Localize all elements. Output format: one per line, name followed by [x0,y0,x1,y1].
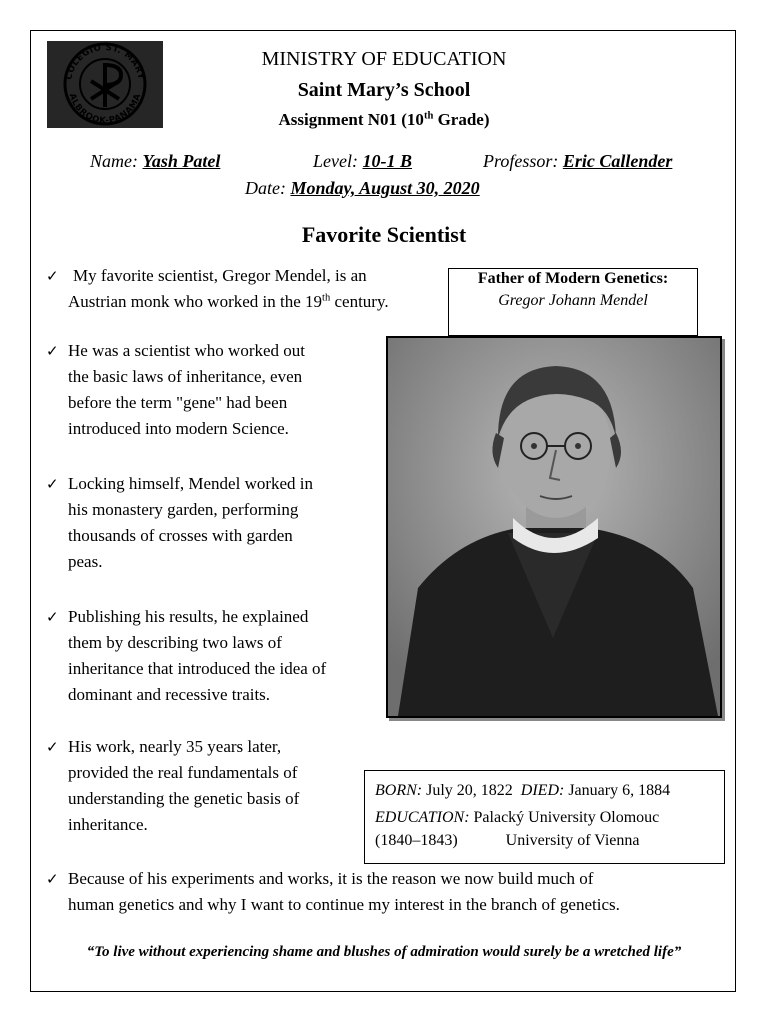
ministry-heading: MINISTRY OF EDUCATION [261,48,507,70]
level-field: Level: 10-1 B [313,151,412,171]
bio-info-box [364,770,725,864]
name-field: Name: Yash Patel [90,151,221,171]
bullet-item: ✓ Because of his experiments and works, it is the reason we now build much of human genetics and why I want to continue my interest in the branch of genetics. [46,866,726,918]
quote: “To live without experiencing shame and blushes of admiration would surely be a wretched life” [86,944,682,960]
level-value: 10-1 B [362,151,412,171]
bullet-item: ✓ Locking himself, Mendel worked in his monastery garden, performing thousands of crosses with garden peas. [46,471,366,575]
date-field: Date: Monday, August 30, 2020 [245,178,480,198]
logo-text-top: COLEGIO ST. MARY [64,42,146,81]
born-died-line: BORN: July 20, 1822 DIED: January 6, 1884 [375,782,671,799]
school-logo [47,41,163,128]
check-icon: ✓ [46,738,59,756]
father-box [448,268,698,336]
portrait-photo [386,336,722,718]
education-line: EDUCATION: Palacký University Olomouc [375,809,660,826]
assignment-title: Assignment N01 (10th Grade) [278,110,490,129]
bullet-text: Austrian monk who worked in the 19 [68,292,323,311]
professor-field: Professor: Eric Callender [483,151,673,171]
father-title: Father of Modern Genetics: [477,270,669,287]
school-name: Saint Mary’s School [297,79,471,101]
education-years-line: (1840–1843) University of Vienna [375,832,640,849]
check-icon: ✓ [46,267,59,285]
logo-text-bottom: ALBROOK-PANAMA [66,92,144,127]
section-title: Favorite Scientist [301,222,467,247]
bullet-item: ✓ My favorite scientist, Gregor Mendel, is an Austrian monk who worked in the 19th century. [46,263,446,315]
father-name: Gregor Johann Mendel [498,292,648,309]
bullet-item: ✓ Publishing his results, he explained them by describing two laws of inheritance that introduced the idea of dominant and recessive traits. [46,604,376,708]
check-icon: ✓ [46,342,59,360]
check-icon: ✓ [46,475,59,493]
name-value: Yash Patel [142,151,221,171]
bullet-item: ✓ He was a scientist who worked out the basic laws of inheritance, even before the term "gene" had been introduced into modern Science. [46,338,366,442]
professor-value: Eric Callender [562,151,673,171]
check-icon: ✓ [46,870,59,888]
date-value: Monday, August 30, 2020 [290,178,480,198]
bullet-item: ✓ His work, nearly 35 years later, provided the real fundamentals of understanding the genetic basis of inheritance. [46,734,366,838]
check-icon: ✓ [46,608,59,626]
